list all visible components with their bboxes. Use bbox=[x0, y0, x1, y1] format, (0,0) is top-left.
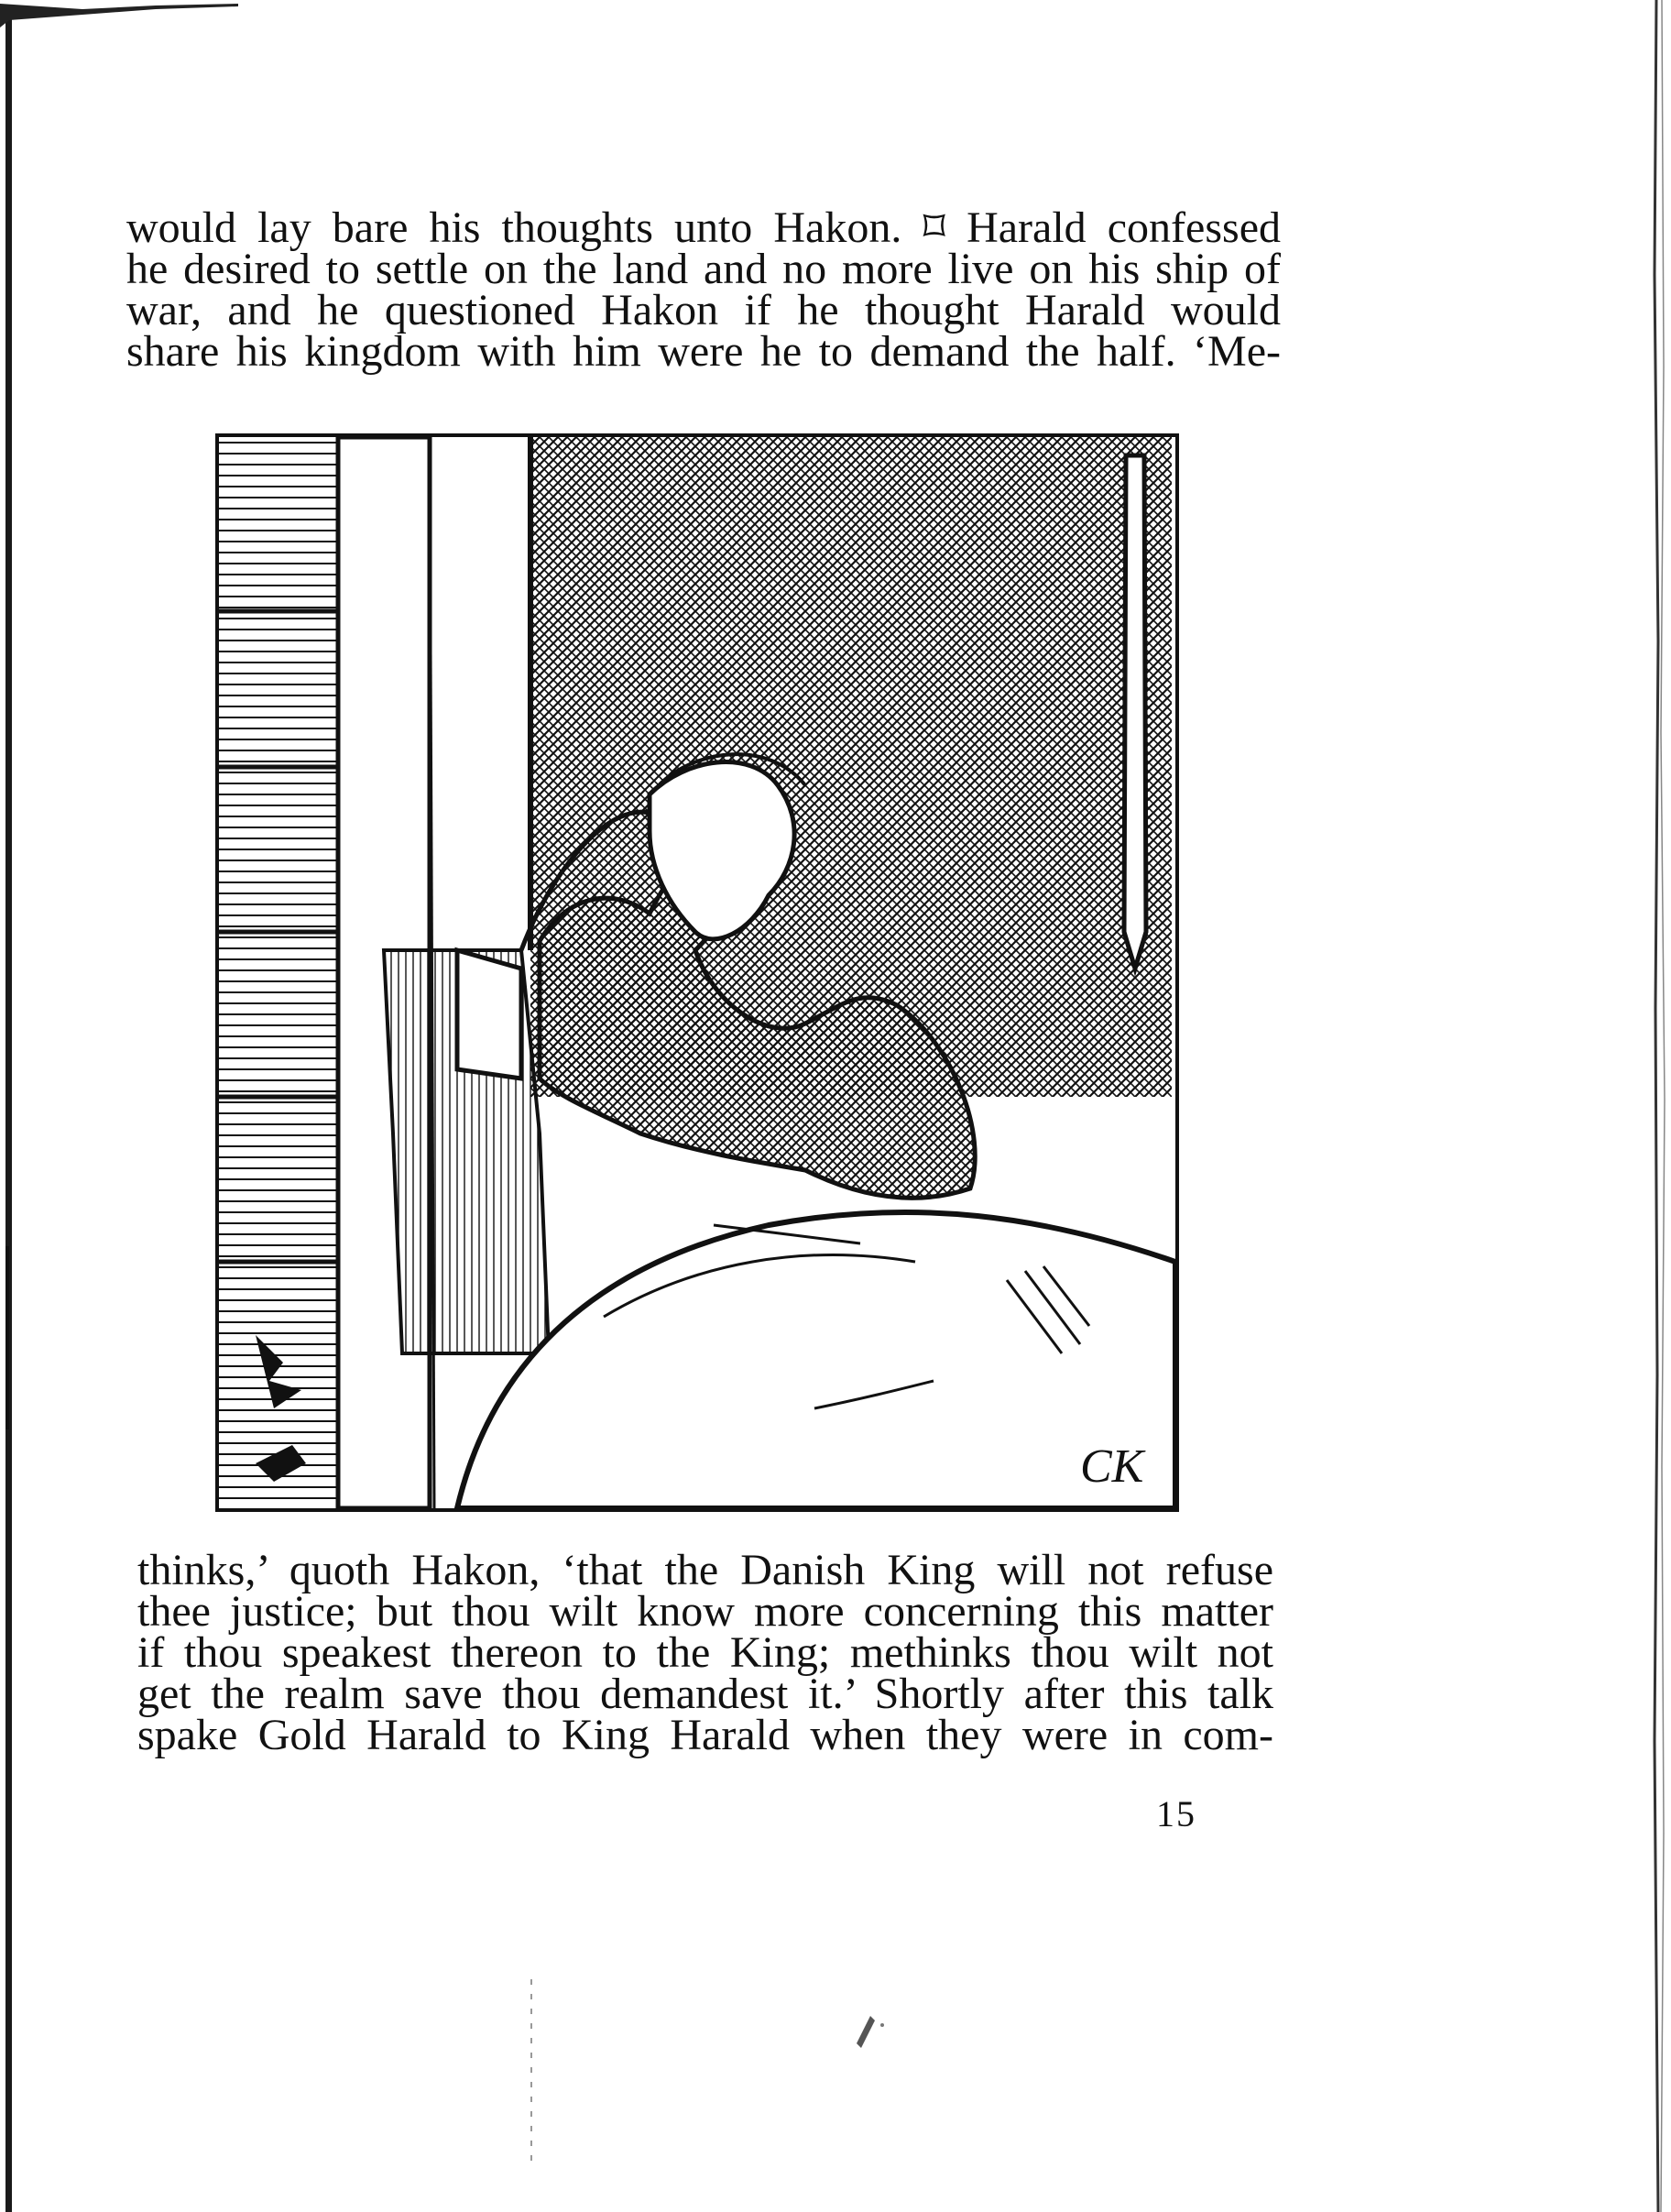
artist-monogram: CK bbox=[1080, 1440, 1144, 1493]
left-edge-mark bbox=[0, 1246, 15, 1429]
paragraph-top bbox=[126, 203, 1281, 376]
text-line: thee justice; but thou wilt know more concerning this matter bbox=[137, 1587, 1273, 1636]
hanging-sword bbox=[1124, 455, 1146, 969]
page-edge-top bbox=[0, 0, 238, 37]
illustration-drawing bbox=[219, 437, 1175, 1508]
text-line: thinks,’ quoth Hakon, ‘that the Danish King will not refuse bbox=[137, 1546, 1273, 1594]
wall-planks bbox=[219, 437, 338, 1508]
page-edge-left bbox=[5, 18, 12, 2212]
paragraph-bottom bbox=[137, 1546, 1273, 1759]
page-edge-right bbox=[1644, 0, 1671, 2212]
page-number: 15 bbox=[1156, 1793, 1196, 1834]
bed-blanket bbox=[457, 1212, 1175, 1508]
woodcut-illustration bbox=[215, 433, 1179, 1512]
ink-speck bbox=[847, 1998, 893, 2053]
text-line: if thou speakest thereon to the King; methinks thou wilt not bbox=[137, 1628, 1273, 1677]
margin-mark bbox=[522, 1979, 541, 2163]
text-line: would lay bare his thoughts unto Hakon. ⌑ Harald confessed bbox=[126, 203, 1281, 252]
text-line: spake Gold Harald to King Harald when they were in com- bbox=[137, 1711, 1273, 1759]
text-line: war, and he questioned Hakon if he thought Harald would bbox=[126, 286, 1281, 334]
text-line: get the realm save thou demandest it.’ Shortly after this talk bbox=[137, 1670, 1273, 1718]
text-line: share his kingdom with him were he to demand the half. ‘Me- bbox=[126, 327, 1281, 376]
text-line: he desired to settle on the land and no more live on his ship of bbox=[126, 245, 1281, 293]
